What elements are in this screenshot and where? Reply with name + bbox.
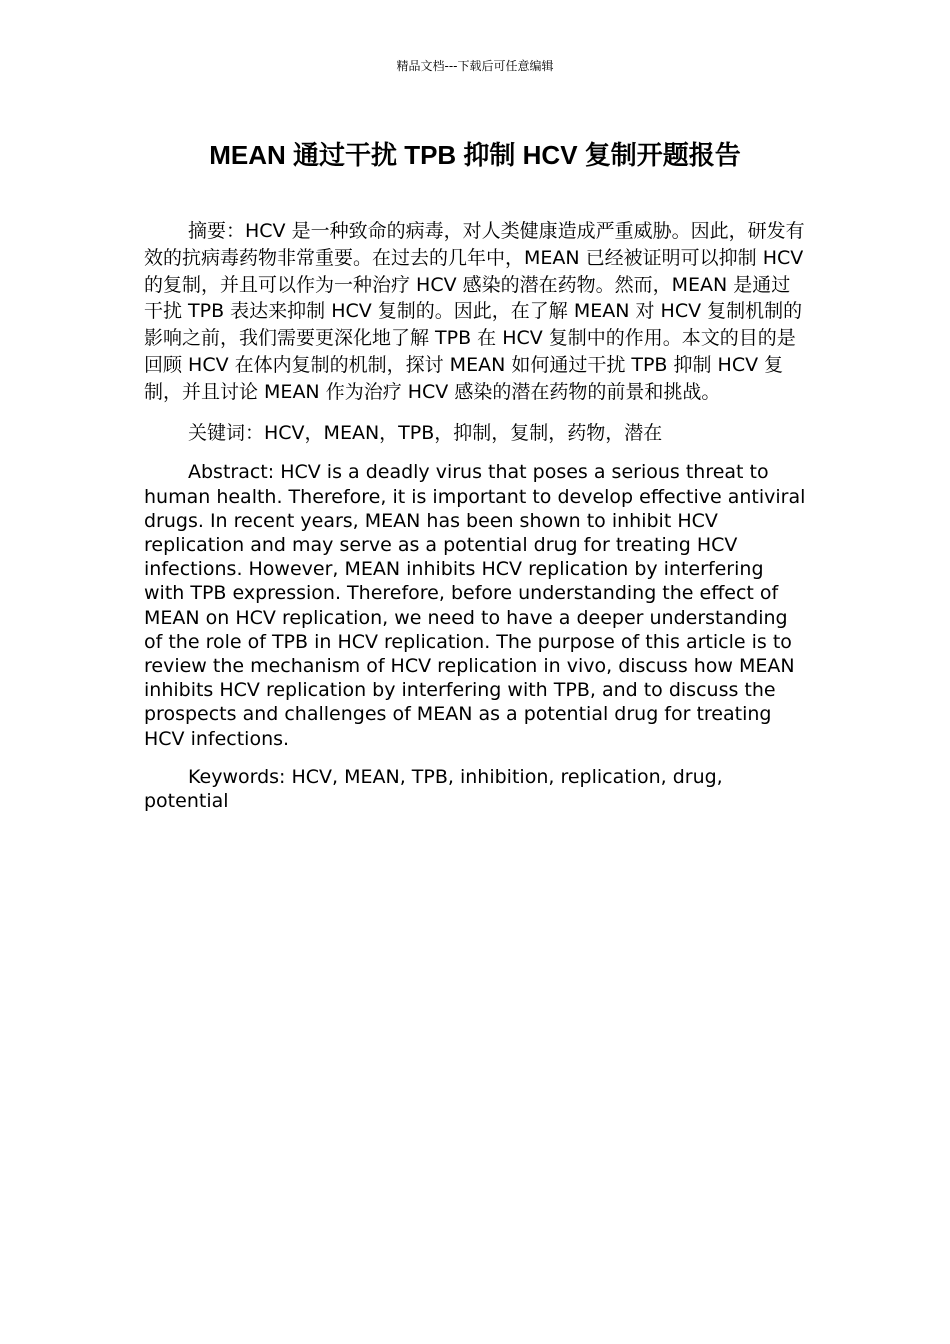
header-note: 精品文档---下载后可任意编辑 — [396, 59, 554, 73]
paragraph-spacer — [144, 406, 806, 420]
paragraph-spacer — [144, 446, 806, 460]
keywords-zh-paragraph: 关键词：HCV，MEAN，TPB，抑制，复制，药物，潜在 — [188, 421, 663, 444]
paragraph-spacer — [144, 751, 806, 765]
document-title: MEAN 通过干扰 TPB 抑制 HCV 复制开题报告 — [209, 140, 741, 170]
keywords-en-paragraph: Keywords: HCV, MEAN, TPB, inhibition, replication, drug, potential — [144, 765, 723, 813]
abstract-en-paragraph: Abstract: HCV is a deadly virus that poses a serious threat to human health. Therefore, it is important to develop effective antiviral drugs. In recent years, MEAN has been shown to inhibit HCV replication and may serve as a potential drug for treating HCV infections. However, MEAN inhibits HCV replication by interfering with TPB expression. Therefore, before understanding the effect of MEAN on HCV replication, we need to have a deeper understanding of the role of TPB in HCV replication. The purpose of this article is to review the mechanism of HCV replication in vivo, discuss how MEAN inhibits HCV replication by interfering with TPB, and to discuss the prospects and challenges of MEAN as a potential drug for treating HCV infections. — [144, 461, 806, 750]
abstract-zh-paragraph: 摘要：HCV 是一种致命的病毒，对人类健康造成严重威胁。因此，研发有效的抗病毒药物非常重要。在过去的几年中，MEAN 已经被证明可以抑制 HCV 的复制，并且可以作为一种治疗 HCV 感染的潜在药物。然而，MEAN 是通过干扰 TPB 表达来抑制 HCV 复制的。因此，在了解 MEAN 对 HCV 复制机制的影响之前，我们需要更深化地了解 TPB 在 HCV 复制中的作用。本文的目的是回顾 HCV 在体内复制的机制，探讨 MEAN 如何通过干扰 TPB 抑制 HCV 复制，并且讨论 MEAN 作为治疗 HCV 感染的潜在药物的前景和挑战。 — [144, 220, 805, 403]
document-body — [144, 218, 806, 813]
